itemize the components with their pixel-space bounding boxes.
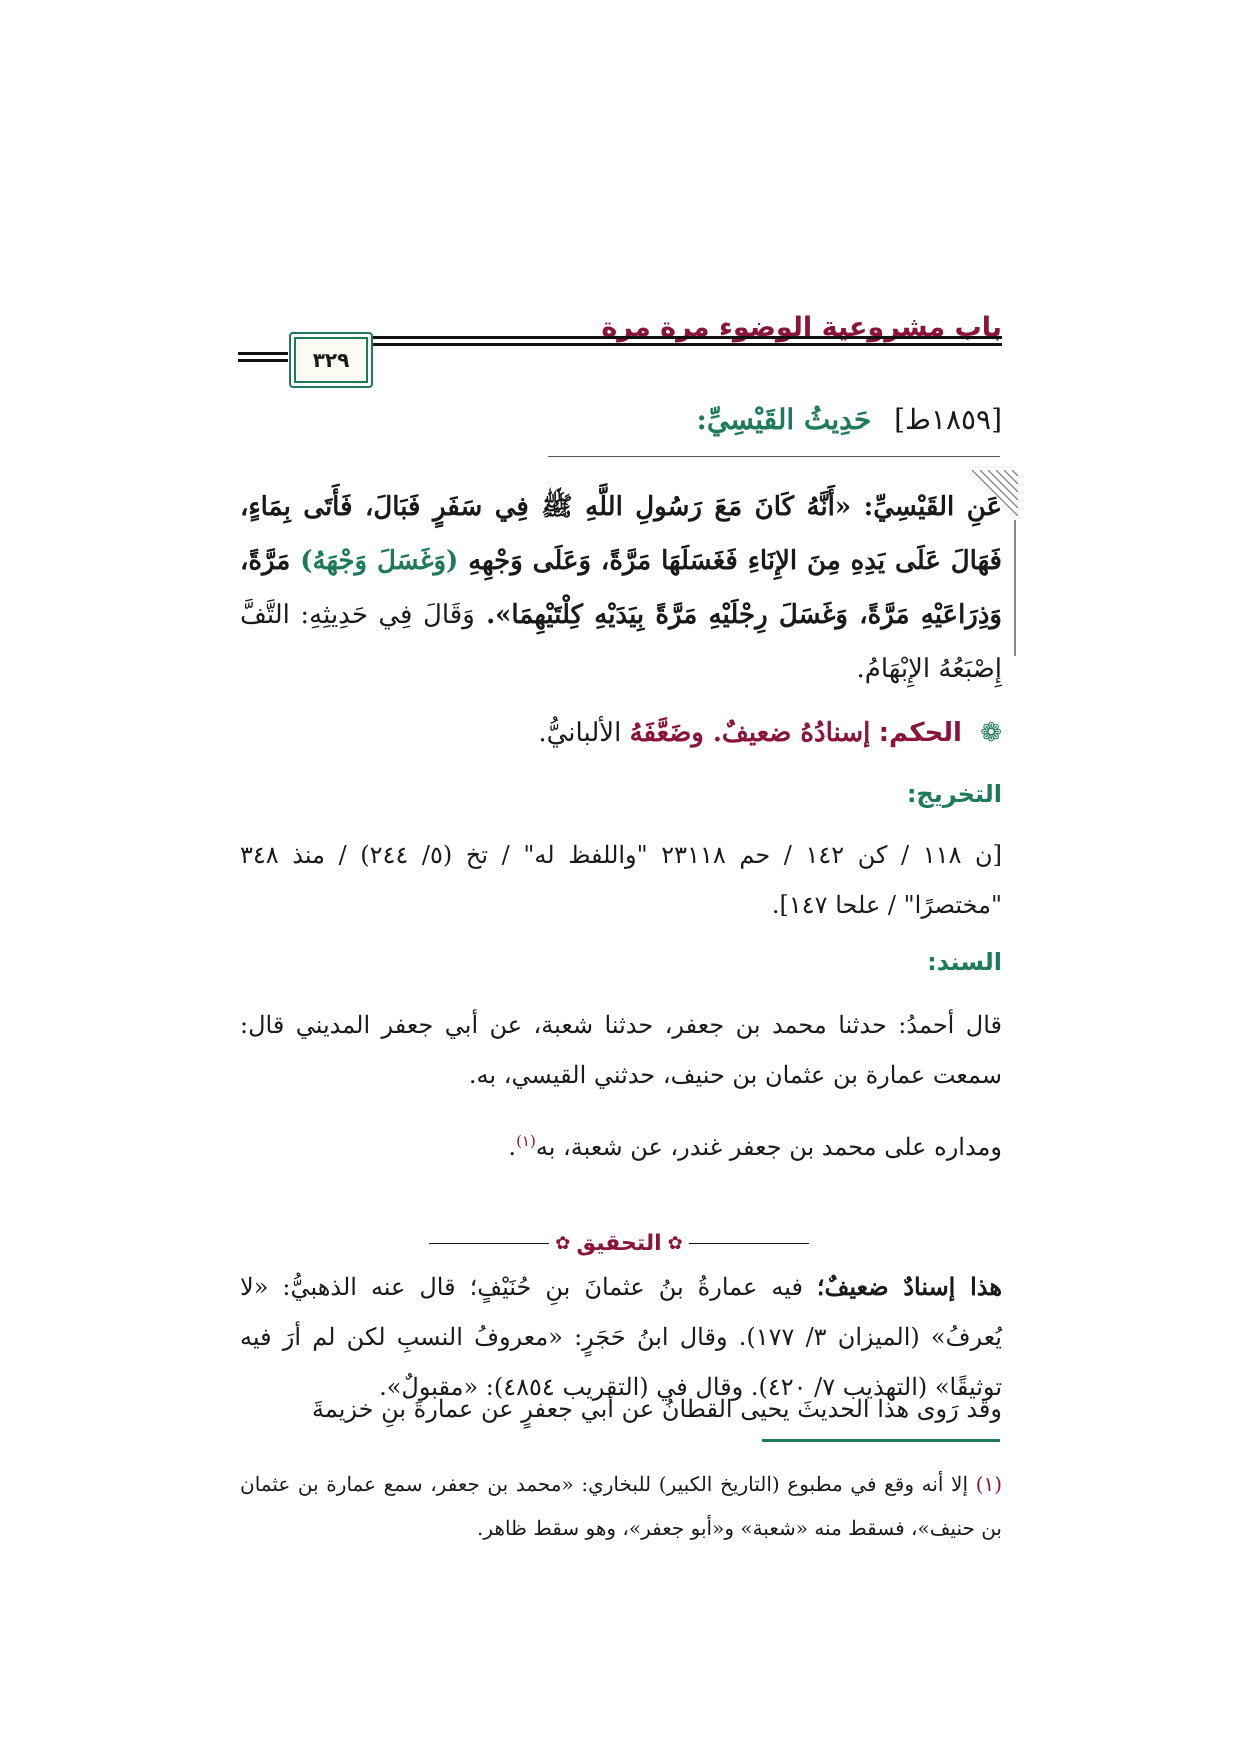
sanad-madar-text: ومداره على محمد بن جعفر غندر، عن شعبة، به bbox=[535, 1133, 1002, 1161]
header-rule-left-top bbox=[238, 352, 288, 355]
header-rule-top bbox=[367, 336, 1002, 339]
ornament-icon: ✿ bbox=[667, 1232, 683, 1254]
tahqiq-text-1: فيه عمارةُ بنُ عثمانَ بنِ حُنَيْفٍ؛ قال عنه الذهبيُّ: «لا يُعرفُ» (الميزان ٣/ ١٧٧). وقال ابنُ حَجَرٍ: «معروفُ النسبِ لكن لم أرَ فيه توثيقًا» (التهذيب ٧/ ٤٢٠). وقال في (التقريب ٤٨٥٤): «مقبولٌ». bbox=[240, 1273, 1002, 1401]
heading-underline bbox=[548, 456, 1000, 457]
header-rule-left-bottom bbox=[238, 359, 288, 362]
footnote-text: إلا أنه وقع في مطبوع (التاريخ الكبير) للبخاري: «محمد بن جعفر، سمع عمارة بن عثمان بن حنيف»، فسقط منه «شعبة» و«أبو جعفر»، وهو سقط ظاهر. bbox=[240, 1472, 1002, 1540]
tahqiq-paragraph-2: وقد رَوى هذا الحديثَ يحيى القطانُ عن أبي جعفرٍ عن عمارةَ بنِ خزيمةَ bbox=[311, 1395, 1002, 1423]
hukm-albani: الألبانيُّ. bbox=[538, 718, 622, 748]
separator-line-right bbox=[689, 1243, 809, 1244]
sanad-madar-end: . bbox=[508, 1133, 517, 1161]
matn-intro: عَنِ القَيْسِيِّ: «أَنَّهُ كَانَ مَعَ رَسُولِ اللَّهِ ﷺ فِي سَفَرٍ فَبَالَ، فَأَتَى بِمَاءٍ، فَهَالَ عَلَى يَدِهِ مِنَ الإِنَاءِ فَغَسَلَهَا مَرَّةً، وَعَلَى وَجْهِهِ bbox=[240, 492, 1002, 576]
matn-tail: وَقَالَ فِي حَدِيثِهِ: التَّفَّ إِصْبَعُهُ الإِبْهَامُ. bbox=[240, 600, 1002, 684]
footnote-rule bbox=[762, 1439, 1000, 1442]
footnote-reference[interactable]: (١) bbox=[516, 1132, 536, 1150]
hadith-number: [١٨٥٩ط] bbox=[894, 403, 1002, 436]
takhrij-text: [ن ١١٨ / كن ١٤٢ / حم ٢٣١١٨ "واللفظ له" / تخ (٥/ ٢٤٤) / منذ ٣٤٨ "مختصرًا" / علحا ١٤٧]. bbox=[240, 841, 1003, 919]
matn-variant: (وَغَسَلَ وَجْهَهُ) bbox=[300, 546, 459, 576]
sanad-heading: السند: bbox=[927, 948, 1002, 976]
chapter-title: باب مشروعية الوضوء مرة مرة bbox=[601, 312, 1002, 343]
sanad-madar bbox=[240, 1116, 1002, 1172]
tahqiq-separator bbox=[238, 1228, 1000, 1258]
separator-line-left bbox=[429, 1243, 549, 1244]
hadith-matn bbox=[240, 480, 1002, 696]
matn-side-rule bbox=[1014, 520, 1016, 656]
footnote-mark: (١) bbox=[975, 1472, 1003, 1496]
tahqiq-heading: التحقيق bbox=[576, 1230, 662, 1256]
sanad-text: قال أحمدُ: حدثنا محمد بن جعفر، حدثنا شعبة، عن أبي جعفر المديني قال: سمعت عمارة بن عثمان بن حنيف، حدثني القيسي، به. bbox=[240, 1011, 1002, 1089]
footnote bbox=[240, 1462, 1002, 1550]
header-rule-bottom bbox=[367, 343, 1002, 346]
tahqiq-verdict: هذا إسنادٌ ضعيفٌ؛ bbox=[816, 1272, 1002, 1301]
hadith-heading bbox=[697, 403, 1002, 436]
hukm-line bbox=[538, 718, 1002, 748]
matn-rest: مَرَّةً، وَذِرَاعَيْهِ مَرَّةً، وَغَسَلَ رِجْلَيْهِ مَرَّةً بِيَدَيْهِ كِلْتَيْهِمَا». bbox=[240, 546, 1002, 630]
page-number-badge bbox=[289, 332, 373, 388]
takhrij-heading: التخريج: bbox=[906, 780, 1002, 808]
flower-icon: ❁ bbox=[980, 718, 1002, 748]
hukm-label: الحكم: bbox=[878, 718, 962, 748]
hukm-verdict: إسنادُهُ ضعيفٌ. وضَعَّفَهُ bbox=[629, 718, 871, 748]
page-number: ٣٢٩ bbox=[312, 348, 350, 372]
hadith-name: حَدِيثُ القَيْسِيِّ: bbox=[696, 403, 872, 436]
ornament-icon: ✿ bbox=[555, 1232, 571, 1254]
